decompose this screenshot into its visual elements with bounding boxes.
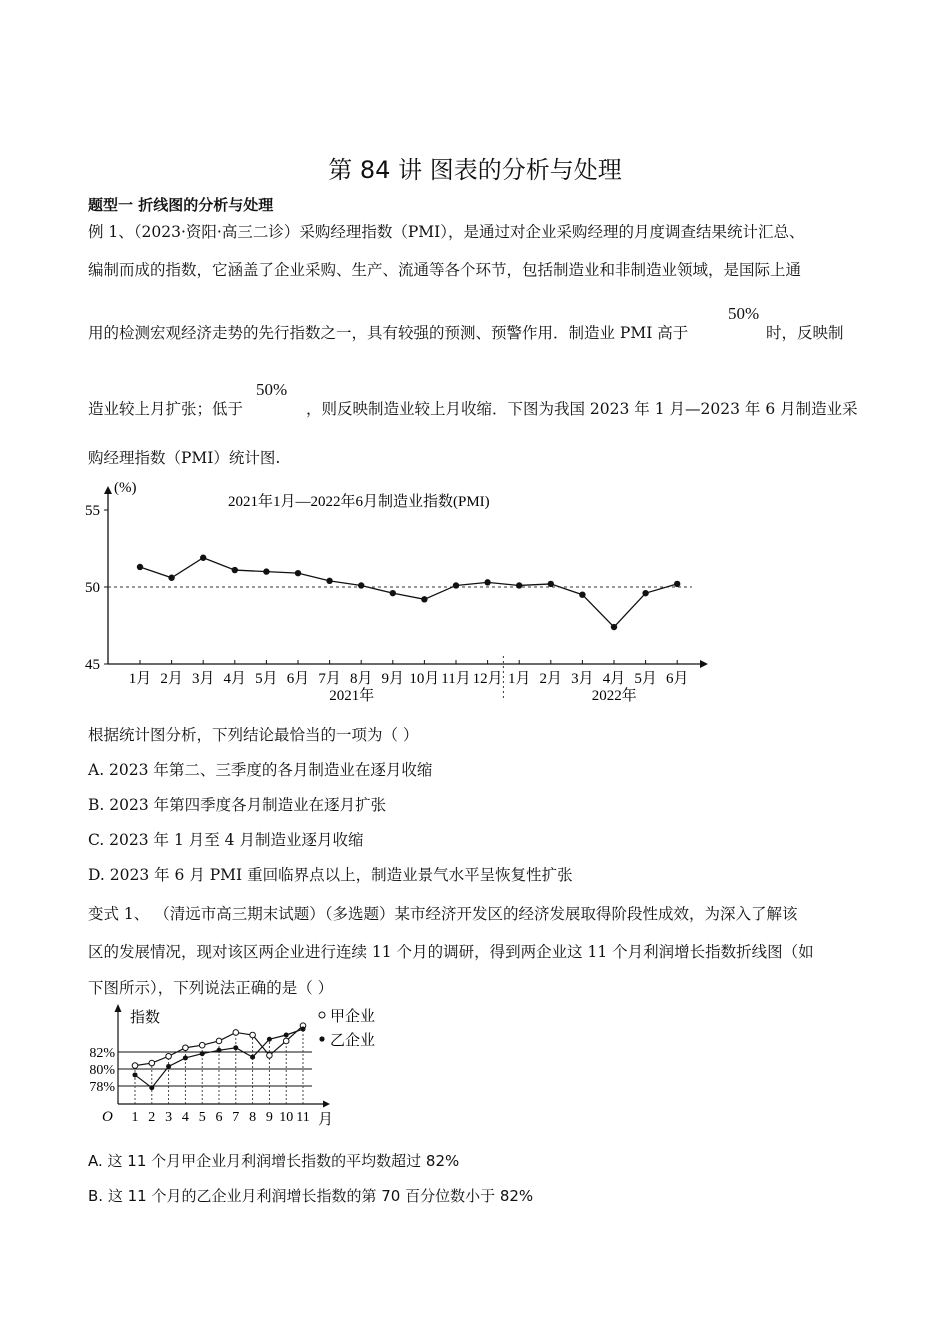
x-tick-label: 1	[131, 1110, 139, 1125]
series-yi-point	[301, 1027, 306, 1032]
series-jia-point	[199, 1042, 205, 1048]
legend-jia-label: 甲企业	[330, 1009, 376, 1025]
x-tick-label: 10	[279, 1110, 294, 1125]
series-yi-point	[267, 1037, 272, 1042]
series-jia-point	[132, 1063, 138, 1069]
series-yi-point	[250, 1055, 255, 1060]
pmi-point	[137, 564, 143, 570]
x-tick-label: 5	[198, 1110, 206, 1125]
y-axis-label: (%)	[114, 480, 137, 496]
pmi-point	[232, 567, 238, 573]
option-d: D. 2023 年 6 月 PMI 重回临界点以上，制造业景气水平呈恢复性扩张	[88, 866, 573, 884]
series-yi-point	[284, 1033, 289, 1038]
x-axis-label: 月	[318, 1112, 334, 1128]
series-yi-point	[149, 1085, 154, 1090]
legend-yi-label: 乙企业	[330, 1033, 376, 1049]
x-tick-label: 9月	[381, 671, 405, 687]
x-tick-label: 6月	[665, 671, 689, 687]
series-yi-point	[166, 1064, 171, 1069]
pmi-point	[516, 582, 522, 588]
x-tick-label: 1月	[507, 671, 531, 687]
section-heading: 题型一 折线图的分析与处理	[88, 196, 274, 214]
x-tick-label: 7	[232, 1110, 240, 1125]
page-title: 第 84 讲 图表的分析与处理	[328, 156, 622, 184]
series-jia-point	[267, 1053, 273, 1059]
variant-option-a: A. 这 11 个月甲企业月利润增长指数的平均数超过 82%	[88, 1152, 460, 1170]
pmi-point	[453, 582, 459, 588]
example1-line4b: ，则反映制造业较上月收缩．下图为我国 2023 年 1 月—2023 年 6 月制造业采	[306, 400, 858, 418]
pmi-point	[484, 579, 490, 585]
y-axis-label: 指数	[130, 1010, 161, 1026]
y-tick-label: 82%	[89, 1046, 115, 1061]
series-jia-point	[183, 1045, 189, 1051]
x-tick-label: 8	[249, 1110, 257, 1125]
x-tick-label: 8月	[349, 671, 373, 687]
chart-title: 2021年1月—2022年6月制造业指数(PMI)	[228, 494, 490, 510]
pmi-point	[358, 582, 364, 588]
x-tick-label: 4月	[602, 671, 626, 687]
x-tick-label: 9	[265, 1110, 273, 1125]
series-jia-point	[250, 1032, 256, 1038]
year-label-2022: 2022年	[591, 688, 637, 704]
pmi-point	[168, 575, 174, 581]
pmi-point	[674, 581, 680, 587]
x-tick-label: 2	[148, 1110, 156, 1125]
origin-label: O	[102, 1109, 113, 1125]
y-tick-label: 50	[85, 580, 100, 596]
pmi-point	[295, 570, 301, 576]
series-jia-point	[233, 1030, 239, 1036]
x-tick-label: 6月	[286, 671, 310, 687]
x-tick-label: 2月	[160, 671, 183, 687]
option-a: A. 2023 年第二、三季度的各月制造业在逐月收缩	[88, 761, 433, 779]
pmi-line-chart	[80, 476, 720, 706]
series-yi-point	[200, 1051, 205, 1056]
x-tick-label: 12月	[472, 671, 503, 687]
profit-index-chart	[84, 1002, 394, 1130]
legend-yi-marker	[319, 1036, 324, 1041]
x-tick-label: 11	[296, 1110, 310, 1125]
pmi-point	[548, 581, 554, 587]
option-b: B. 2023 年第四季度各月制造业在逐月扩张	[88, 796, 387, 814]
example1-line4a: 造业较上月扩张；低于	[88, 400, 244, 418]
variant-option-b: B. 这 11 个月的乙企业月利润增长指数的第 70 百分位数小于 82%	[88, 1187, 534, 1205]
x-tick-label: 4月	[223, 671, 247, 687]
variant1-line2: 区的发展情况，现对该区两企业进行连续 11 个月的调研，得到两企业这 11 个月利润增长指数折线图（如	[88, 943, 814, 961]
pmi-point	[390, 590, 396, 596]
pmi-point	[326, 578, 332, 584]
example1-line2: 编制而成的指数，它涵盖了企业采购、生产、流通等各个环节，包括制造业和非制造业领域，是国际上通	[88, 261, 802, 279]
x-tick-label: 5月	[255, 671, 278, 687]
series-yi-point	[217, 1048, 222, 1053]
x-tick-label: 5月	[634, 671, 657, 687]
y-tick-label: 80%	[89, 1063, 115, 1078]
percent-50-a: 50%	[728, 304, 760, 323]
x-axis-arrow	[700, 660, 708, 668]
series-jia-point	[283, 1038, 289, 1044]
pmi-series-line	[140, 558, 677, 627]
year-label-2021: 2021年	[329, 688, 375, 704]
legend-jia-marker	[319, 1012, 325, 1018]
variant1-line3: 下图所示），下列说法正确的是（ ）	[88, 979, 334, 997]
percent-50-b: 50%	[256, 380, 288, 399]
series-yi-point	[233, 1045, 238, 1050]
x-tick-label: 3月	[571, 671, 594, 687]
example1-line3b: 时，反映制	[766, 324, 844, 342]
x-tick-label: 7月	[318, 671, 341, 687]
x-tick-label: 1月	[128, 671, 152, 687]
x-tick-label: 3	[165, 1110, 173, 1125]
y-axis-arrow	[115, 1004, 122, 1012]
series-yi-point	[133, 1072, 138, 1077]
pmi-point	[263, 568, 269, 574]
x-axis-arrow	[323, 1101, 330, 1108]
y-tick-label: 55	[85, 503, 100, 519]
pmi-point	[611, 624, 617, 630]
series-jia-point	[166, 1053, 172, 1059]
series-yi-point	[183, 1055, 188, 1060]
pmi-point	[642, 590, 648, 596]
series-jia-point	[149, 1060, 155, 1066]
x-tick-label: 6	[215, 1110, 223, 1125]
pmi-point	[200, 555, 206, 561]
example1-question: 根据统计图分析，下列结论最恰当的一项为（ ）	[88, 726, 419, 744]
x-tick-label: 3月	[191, 671, 215, 687]
x-tick-label: 4	[181, 1110, 189, 1125]
example1-line5: 购经理指数（PMI）统计图.	[88, 449, 281, 467]
pmi-point	[421, 596, 427, 602]
x-tick-label: 10月	[409, 671, 440, 687]
series-jia-point	[216, 1038, 222, 1044]
x-tick-label: 2月	[539, 671, 563, 687]
example1-line1: 例 1、（2023·资阳·高三二诊）采购经理指数（PMI），是通过对企业采购经理的月度调查结果统计汇总、	[88, 223, 805, 241]
y-axis-arrow	[104, 486, 112, 494]
example1-line3a: 用的检测宏观经济走势的先行指数之一，具有较强的预测、预警作用．制造业 PMI 高于	[88, 324, 689, 342]
pmi-point	[579, 592, 585, 598]
x-tick-label: 11月	[441, 671, 471, 687]
y-tick-label: 78%	[89, 1080, 115, 1095]
variant1-line1: 变式 1、 （清远市高三期末试题）（多选题）某市经济开发区的经济发展取得阶段性成效，为深入了解该	[88, 905, 798, 923]
y-tick-label: 45	[85, 657, 100, 673]
option-c: C. 2023 年 1 月至 4 月制造业逐月收缩	[88, 831, 364, 849]
